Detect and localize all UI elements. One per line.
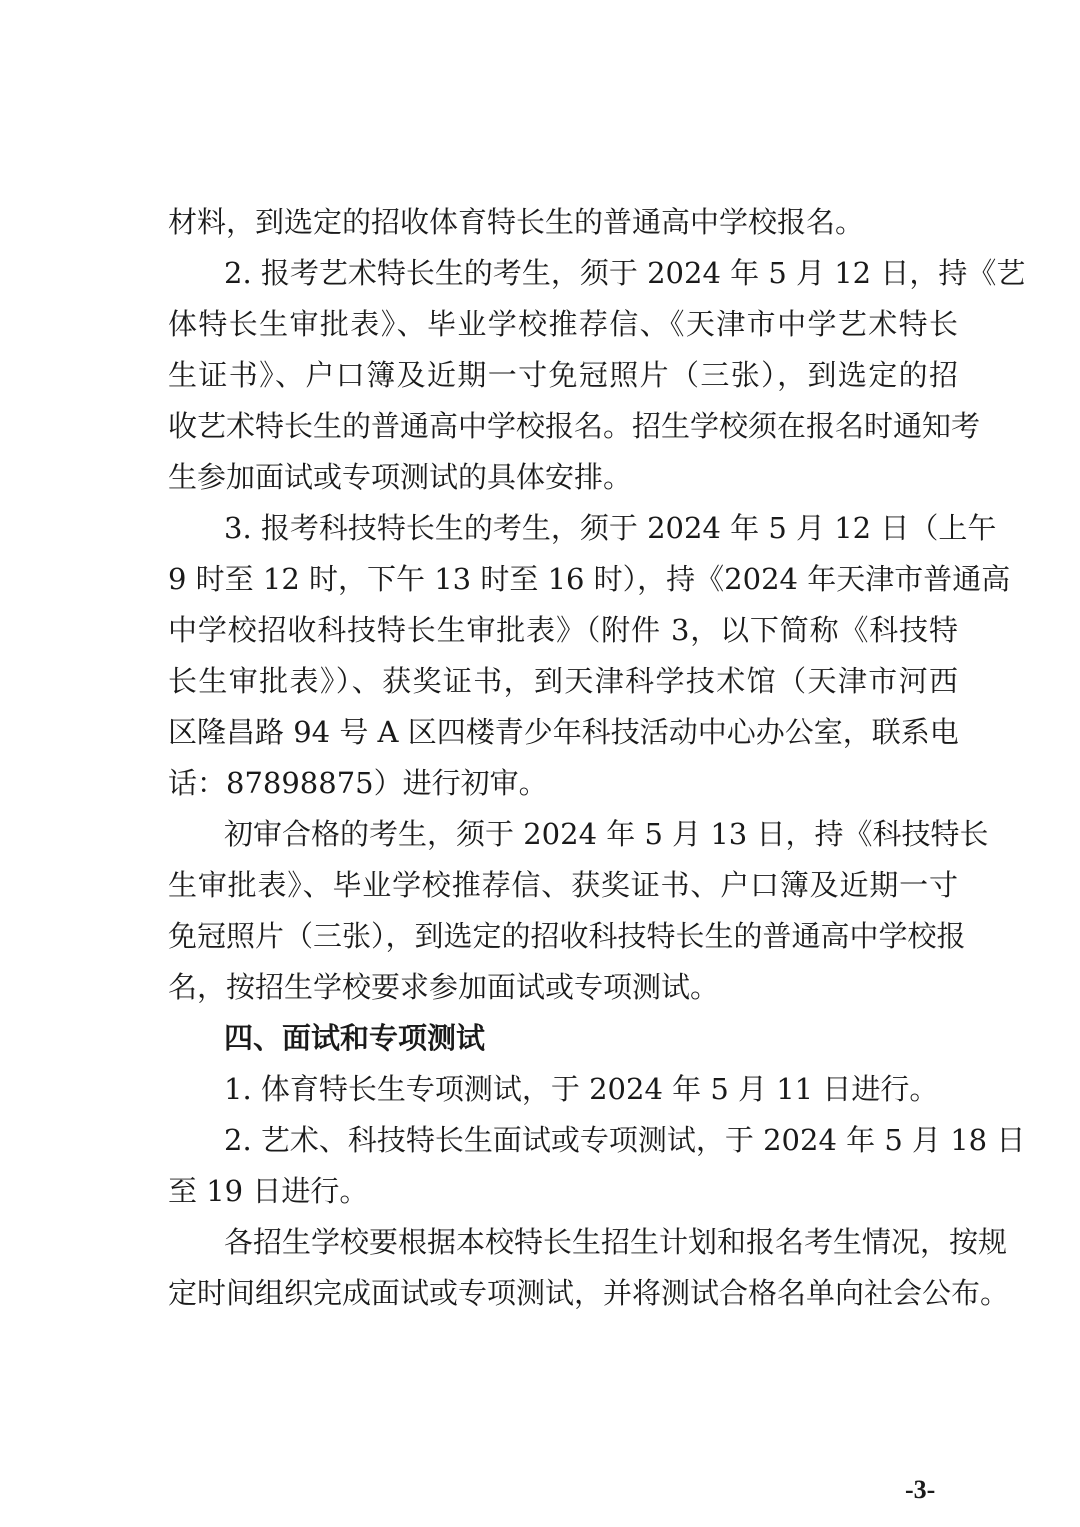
section-heading: 四、面试和专项测试 <box>224 1021 486 1055</box>
paragraph-line: 1. 体育特长生专项测试，于 2024 年 5 月 11 日进行。 <box>224 1072 939 1106</box>
paragraph-line: 9 时至 12 时，下午 13 时至 16 时），持《2024 年天津市普通高 <box>168 562 1011 596</box>
paragraph-line: 2. 艺术、科技特长生面试或专项测试，于 2024 年 5 月 18 日 <box>224 1123 1026 1157</box>
paragraph-line: 材料，到选定的招收体育特长生的普通高中学校报名。 <box>168 205 865 239</box>
paragraph-line: 话：87898875）进行初审。 <box>168 766 548 800</box>
paragraph-line: 3. 报考科技特长生的考生，须于 2024 年 5 月 12 日（上午 <box>224 511 997 545</box>
paragraph-line: 名，按招生学校要求参加面试或专项测试。 <box>168 970 720 1004</box>
paragraph-line: 生证书》、户口簿及近期一寸免冠照片（三张），到选定的招 <box>168 358 958 392</box>
paragraph-line: 体特长生审批表》、毕业学校推荐信、《天津市中学艺术特长 <box>168 307 958 341</box>
paragraph-line: 生审批表》、毕业学校推荐信、获奖证书、户口簿及近期一寸 <box>168 868 958 902</box>
paragraph-line: 定时间组织完成面试或专项测试，并将测试合格名单向社会公布。 <box>168 1276 1010 1310</box>
paragraph-line: 2. 报考艺术特长生的考生，须于 2024 年 5 月 12 日，持《艺 <box>224 256 1026 290</box>
paragraph-line: 免冠照片（三张），到选定的招收科技特长生的普通高中学校报 <box>168 919 966 953</box>
paragraph-line: 区隆昌路 94 号 A 区四楼青少年科技活动中心办公室，联系电 <box>168 715 959 749</box>
paragraph-line: 生参加面试或专项测试的具体安排。 <box>168 460 633 494</box>
paragraph-line: 初审合格的考生，须于 2024 年 5 月 13 日，持《科技特长 <box>224 817 989 851</box>
paragraph-line: 长生审批表》）、获奖证书，到天津科学技术馆（天津市河西 <box>168 664 958 698</box>
page-number: -3- <box>905 1475 936 1504</box>
paragraph-line: 收艺术特长生的普通高中学校报名。招生学校须在报名时通知考 <box>168 409 981 443</box>
paragraph-line: 中学校招收科技特长生审批表》（附件 3，以下简称《科技特 <box>168 613 958 647</box>
paragraph-line: 各招生学校要根据本校特长生招生计划和报名考生情况，按规 <box>224 1225 1008 1259</box>
paragraph-line: 至 19 日进行。 <box>168 1174 369 1208</box>
